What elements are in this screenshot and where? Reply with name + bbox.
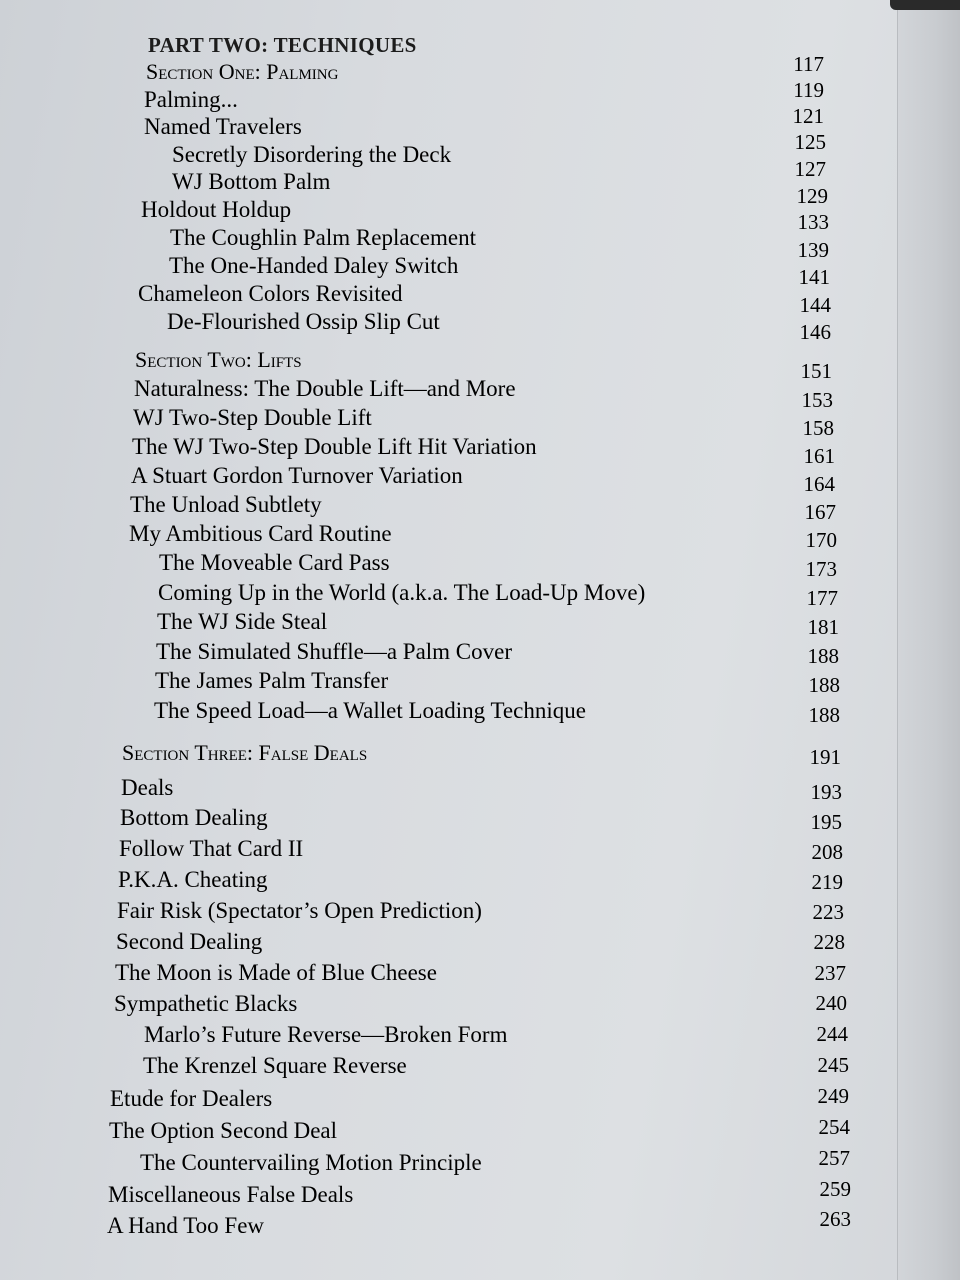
toc-entry-title: Holdout Holdup xyxy=(141,197,292,222)
toc-entry-title: Follow That Card II xyxy=(119,836,304,861)
toc-entry-title: Miscellaneous False Deals xyxy=(108,1182,354,1207)
toc-entry-page: 188 xyxy=(808,703,840,727)
toc-entry-page: 164 xyxy=(803,472,835,496)
toc-entry-page: 223 xyxy=(812,900,844,924)
toc-entry-page: 121 xyxy=(792,104,824,128)
toc-entry-page: 245 xyxy=(817,1053,849,1077)
toc-entry-title: Fair Risk (Spectator’s Open Prediction) xyxy=(117,898,482,923)
toc-entry-title: Second Dealing xyxy=(116,929,263,954)
toc-entry-page: 127 xyxy=(794,157,826,181)
toc-entry-page: 129 xyxy=(796,184,828,208)
toc-entry-title: Bottom Dealing xyxy=(120,805,268,830)
toc-entry-page: 170 xyxy=(805,528,837,552)
toc-entry-page: 193 xyxy=(810,780,842,804)
toc-entry-page: 119 xyxy=(793,78,824,102)
section-heading: Section Three: False Deals xyxy=(122,740,368,765)
toc-entry-page: 259 xyxy=(819,1177,851,1201)
toc-entry-title: WJ Bottom Palm xyxy=(172,169,331,194)
toc-entry-title: The Krenzel Square Reverse xyxy=(143,1053,407,1078)
toc-entry-page: 146 xyxy=(799,320,831,344)
part-heading: PART TWO: TECHNIQUES xyxy=(148,33,417,57)
toc-entry-page: 244 xyxy=(816,1022,848,1046)
toc-entry-page: 177 xyxy=(806,586,838,610)
toc-entry-page: 161 xyxy=(803,444,835,468)
page-edge xyxy=(897,0,960,1280)
section-page-number: 117 xyxy=(793,52,824,76)
toc-entry-page: 139 xyxy=(797,238,829,262)
toc-entry-title: WJ Two-Step Double Lift xyxy=(133,405,372,430)
section-heading: Section Two: Lifts xyxy=(135,347,302,372)
section-page-number: 151 xyxy=(800,359,832,383)
toc-entry-page: 144 xyxy=(799,293,831,317)
toc-entry-title: Named Travelers xyxy=(144,114,302,139)
toc-entry-page: 237 xyxy=(814,961,846,985)
toc-entry-page: 228 xyxy=(813,930,845,954)
toc-entry-title: The Countervailing Motion Principle xyxy=(140,1150,482,1175)
toc-entry-page: 133 xyxy=(797,210,829,234)
section-page-number: 191 xyxy=(809,745,841,769)
toc-entry-title: The Simulated Shuffle—a Palm Cover xyxy=(156,639,513,664)
toc-entry-page: 249 xyxy=(817,1084,849,1108)
toc-entry-title: The WJ Side Steal xyxy=(157,609,328,634)
toc-entry-page: 188 xyxy=(807,644,839,668)
toc-entry-page: 257 xyxy=(818,1146,850,1170)
toc-entry-title: Etude for Dealers xyxy=(110,1086,273,1111)
toc-entry-title: The WJ Two-Step Double Lift Hit Variation xyxy=(132,434,537,459)
toc-entry-page: 181 xyxy=(807,615,839,639)
toc-entry-title: My Ambitious Card Routine xyxy=(129,521,392,546)
toc-entry-page: 167 xyxy=(804,500,836,524)
toc-entry-title: A Stuart Gordon Turnover Variation xyxy=(131,463,463,488)
toc-entry-title: Coming Up in the World (a.k.a. The Load-Up Move) xyxy=(158,580,646,605)
toc-entry-title: The Moon is Made of Blue Cheese xyxy=(115,960,437,985)
toc-entry-page: 173 xyxy=(805,557,837,581)
toc-entry-page: 263 xyxy=(819,1207,851,1231)
toc-entry-title: De-Flourished Ossip Slip Cut xyxy=(167,309,440,334)
toc-entry-title: Naturalness: The Double Lift—and More xyxy=(134,376,516,401)
toc-entry-title: Sympathetic Blacks xyxy=(114,991,298,1016)
corner-shadow xyxy=(890,0,960,10)
toc-entry-page: 208 xyxy=(811,840,843,864)
toc-entry-page: 141 xyxy=(798,265,830,289)
toc-entry-title: Palming... xyxy=(144,87,238,112)
toc-entry-title: Secretly Disordering the Deck xyxy=(172,142,452,167)
toc-entry-page: 195 xyxy=(810,810,842,834)
toc-entry-page: 240 xyxy=(815,991,847,1015)
toc-entry-page: 219 xyxy=(811,870,843,894)
toc-entry-title: The Option Second Deal xyxy=(109,1118,338,1143)
toc-entry-title: Marlo’s Future Reverse—Broken Form xyxy=(144,1022,508,1047)
toc-entry-page: 158 xyxy=(802,416,834,440)
toc-entry-page: 125 xyxy=(794,130,826,154)
toc-entry-title: P.K.A. Cheating xyxy=(118,867,268,892)
toc-entry-title: Chameleon Colors Revisited xyxy=(138,281,403,306)
toc-entry-title: The Moveable Card Pass xyxy=(159,550,390,575)
toc-entry-title: The James Palm Transfer xyxy=(155,668,389,693)
toc-entry-title: Deals xyxy=(121,775,174,800)
toc-entry-title: The One-Handed Daley Switch xyxy=(169,253,459,278)
toc-entry-page: 254 xyxy=(818,1115,850,1139)
toc-entry-title: The Speed Load—a Wallet Loading Technique xyxy=(154,698,586,723)
toc-entry-title: The Unload Subtlety xyxy=(130,492,322,517)
toc-entry-page: 153 xyxy=(801,388,833,412)
toc-entry-title: The Coughlin Palm Replacement xyxy=(170,225,476,250)
section-heading: Section One: Palming xyxy=(146,59,339,84)
toc-entry-page: 188 xyxy=(808,673,840,697)
toc-entry-title: A Hand Too Few xyxy=(107,1213,265,1238)
